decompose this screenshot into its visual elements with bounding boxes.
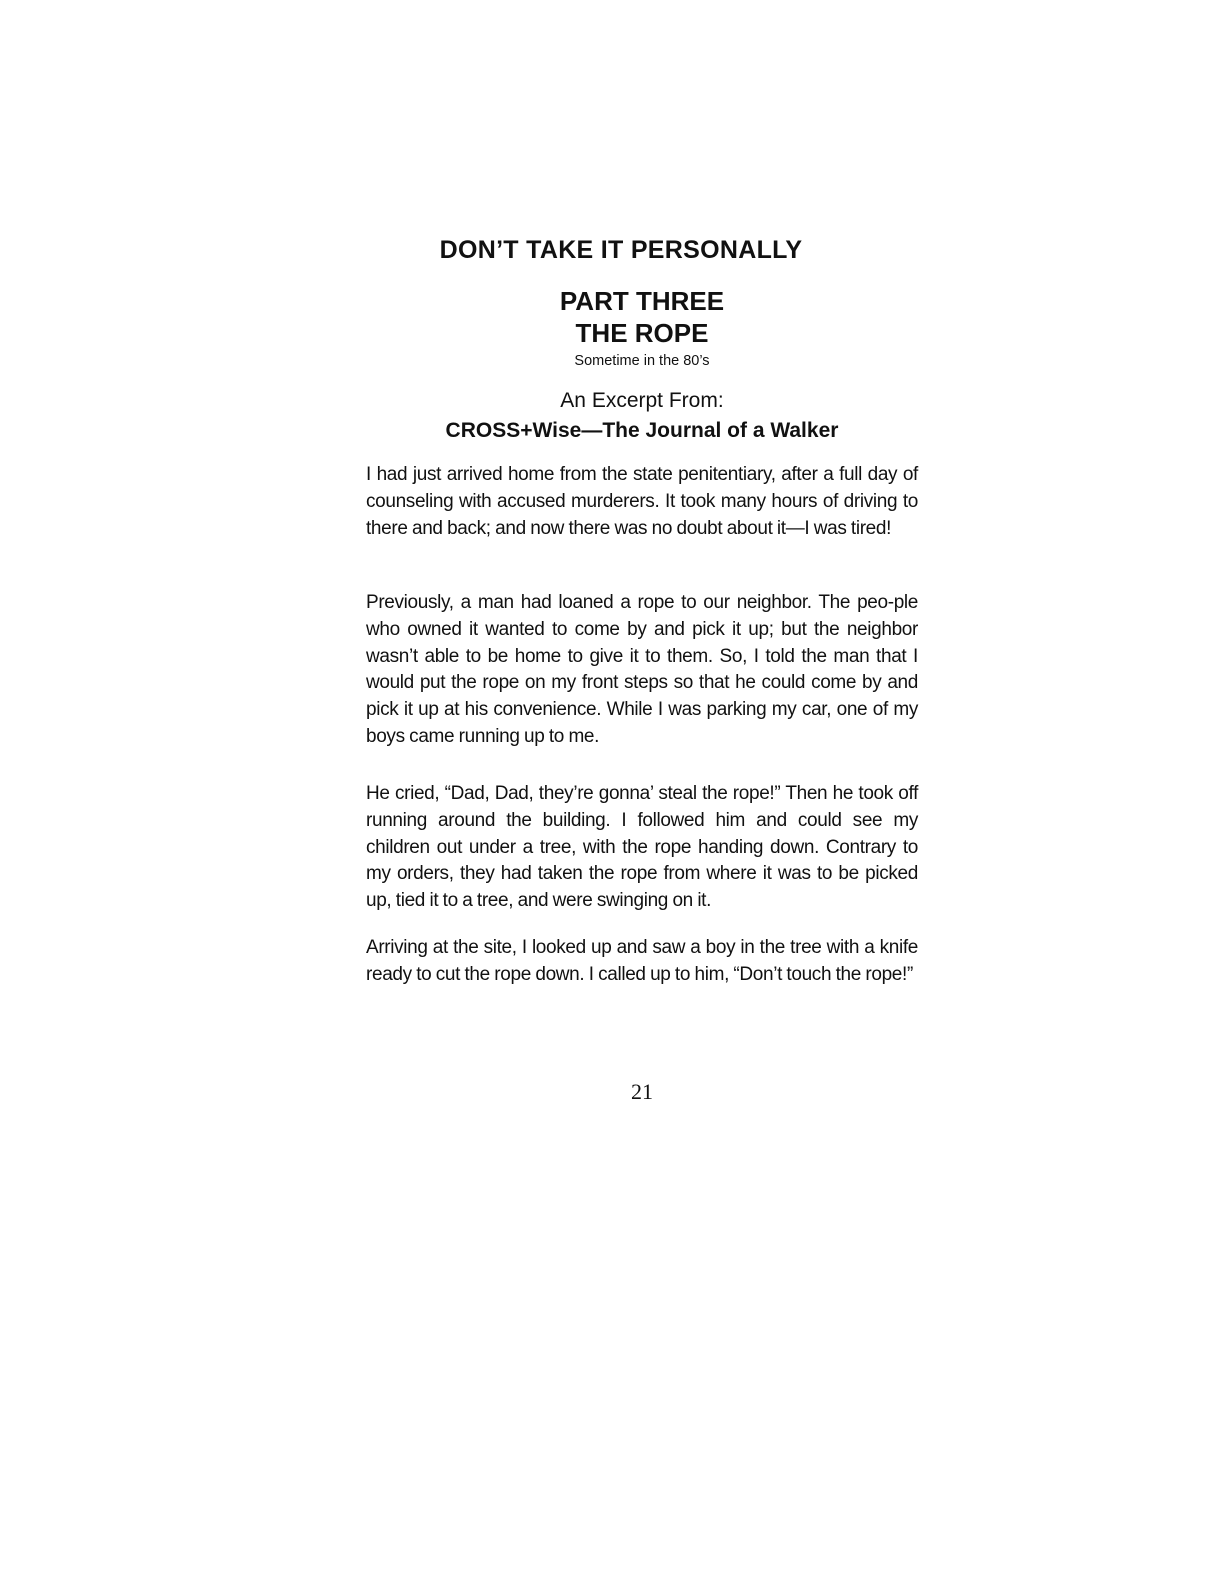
paragraph: Previously, a man had loaned a rope to our neighbor. The peo-ple who owned it wanted to come by and pick it up; but the neighbor wasn’t able to be home to give it to them. So, I told the man that I would put the rope on my front steps so that he could come by and pick it up at his convenience. While I was parking my car, one of my boys came running up to me. — [366, 592, 918, 747]
part-number: PART THREE — [559, 286, 725, 316]
page-number: 21 — [631, 1079, 653, 1104]
date-subtitle: Sometime in the 80’s — [574, 353, 710, 369]
book-title: DON’T TAKE IT PERSONALLY — [439, 236, 803, 264]
excerpt-source: CROSS+Wise—The Journal of a Walker — [445, 419, 839, 442]
chapter-title: THE ROPE — [575, 318, 709, 348]
paragraph: He cried, “Dad, Dad, they’re gonna’ steal the rope!” Then he took off running around the building. I followed him and could see my children out under a tree, with the rope handing down. Contrary to my orders, they had taken the rope from where it was to be picked up, tied it to a tree, and were swinging on it. — [366, 783, 918, 912]
paragraph: Arriving at the site, I looked up and saw a boy in the tree with a knife ready to cut the rope down. I called up to him, “Don’t touch the rope!” — [366, 937, 918, 985]
excerpt-label: An Excerpt From: — [560, 389, 724, 412]
part-heading — [0, 285, 1224, 349]
paragraph: I had just arrived home from the state penitentiary, after a full day of counseling with accused murderers. It took many hours of driving to there and back; and now there was no doubt about it—I was tired! — [366, 464, 918, 539]
